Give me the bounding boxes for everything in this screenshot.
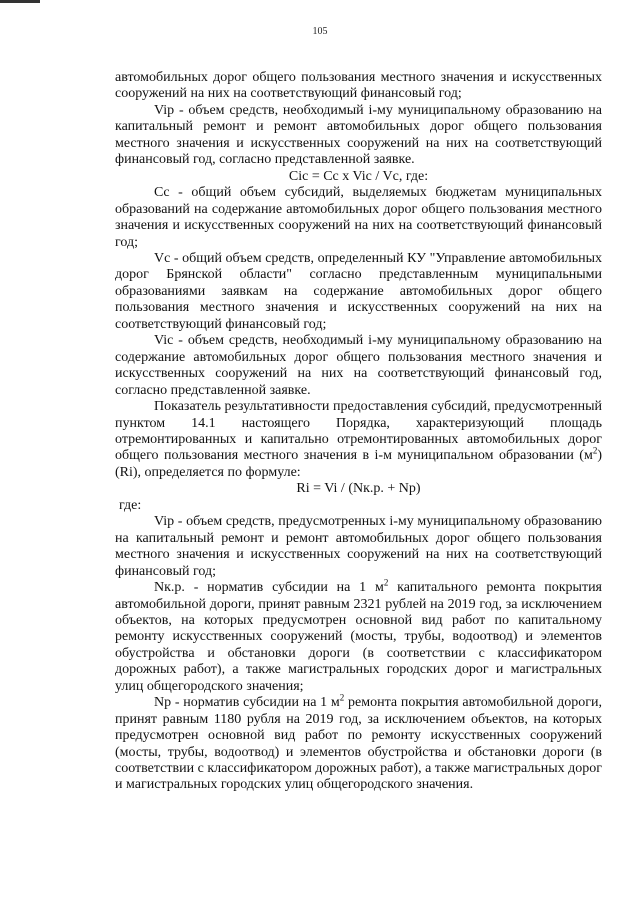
paragraph-cc-definition: Cc - общий объем субсидий, выделяемых бюджетам муниципальных образований на содержание автомобильных дорог общего пользования местного значения и искусственных сооружений на них на соответствующий финансовый год; (115, 185, 602, 250)
paragraph-performance-text-a: Показатель результативности предоставления субсидий, предусмотренный пунктом 14.1 настоящего Порядка, характеризующий площадь отремонтированных и капитально отремонтированных автомобильных дорог общего пользования местного значения в i-м муниципальном образовании (м (115, 399, 602, 464)
formula-ri: Ri = Vi / (Nк.р. + Nр) (296, 481, 421, 497)
paragraph-performance-indicator (115, 399, 602, 481)
paragraph-vip-definition: Vip - объем средств, необходимый i-му муниципальному образованию на капитальный ремонт и ремонт автомобильных дорог общего пользования местного значения и искусственных сооружений на них на соответствующий финансовый год, согласно представленной заявке. (115, 102, 602, 168)
paragraph-nkr-definition (115, 577, 602, 695)
document-body (115, 70, 602, 794)
paragraph-nkr-text-b: капитального ремонта покрытия автомобильной дороги, принят равным 2321 рублей на 2019 год, за исключением объектов, на которых предусмотрен основной вид работ по капитальному ремонту искусственных сооружений (мосты, трубы, водоотвод) и элементов обустройства и обстановки дороги (в соответствии с классификатором дорожных работ), а также магистральных городских дорог и магистральных улиц общегородского значения; (115, 580, 602, 694)
scan-edge-mark (0, 0, 40, 3)
paragraph-vic-definition: Vic - объем средств, необходимый i-му муниципальному образованию на содержание автомобильных дорог общего пользования местного значения и искусственных сооружений на них на соответствующий финансовый год, согласно представленной заявке. (115, 333, 602, 398)
page-number: 105 (312, 26, 328, 37)
formula-cic: Cic = Cc x Vic / Vc, где: (288, 168, 429, 184)
paragraph-continuation: автомобильных дорог общего пользования местного значения и искусственных сооружений на них на соответствующий финансовый год; (115, 70, 602, 102)
superscript-2: 2 (339, 692, 345, 703)
paragraph-nr-text-a: Nр - норматив субсидии на 1 м (154, 695, 340, 711)
superscript-2: 2 (383, 577, 389, 588)
where-label: где: (119, 497, 142, 513)
paragraph-nr-text-b: ремонта покрытия автомобильной дороги, принят равным 1180 рубля на 2019 год, за исключением объектов, на которых предусмотрен основной вид работ по ремонту искусственных сооружений (мосты, трубы, водоотвод) и элементов обустройства и обстановки дороги (в соответствии с классификатором дорожных работ), а также магистральных дорог и магистральных городских улиц общегородского значения. (115, 695, 602, 793)
superscript-2: 2 (592, 445, 598, 456)
paragraph-performance-text-b: ) (Ri), определяется по формуле: (115, 448, 602, 480)
paragraph-nkr-text-a: Nк.р. - норматив субсидии на 1 м (154, 580, 384, 596)
paragraph-vip-provided-definition: Vip - объем средств, предусмотренных i-му муниципальному образованию на капитальный ремонт и ремонт автомобильных дорог общего пользования местного значения и искусственных сооружений на них на соответствующий финансовый год; (115, 514, 602, 579)
paragraph-nr-definition (115, 692, 602, 794)
paragraph-vc-definition: Vc - общий объем средств, определенный КУ "Управление автомобильных дорог Брянской области" согласно представленным муниципальными образованиями заявкам на содержание автомобильных дорог общего пользования местного значения и искусственных сооружений на них на соответствующий финансовый год; (115, 250, 602, 332)
